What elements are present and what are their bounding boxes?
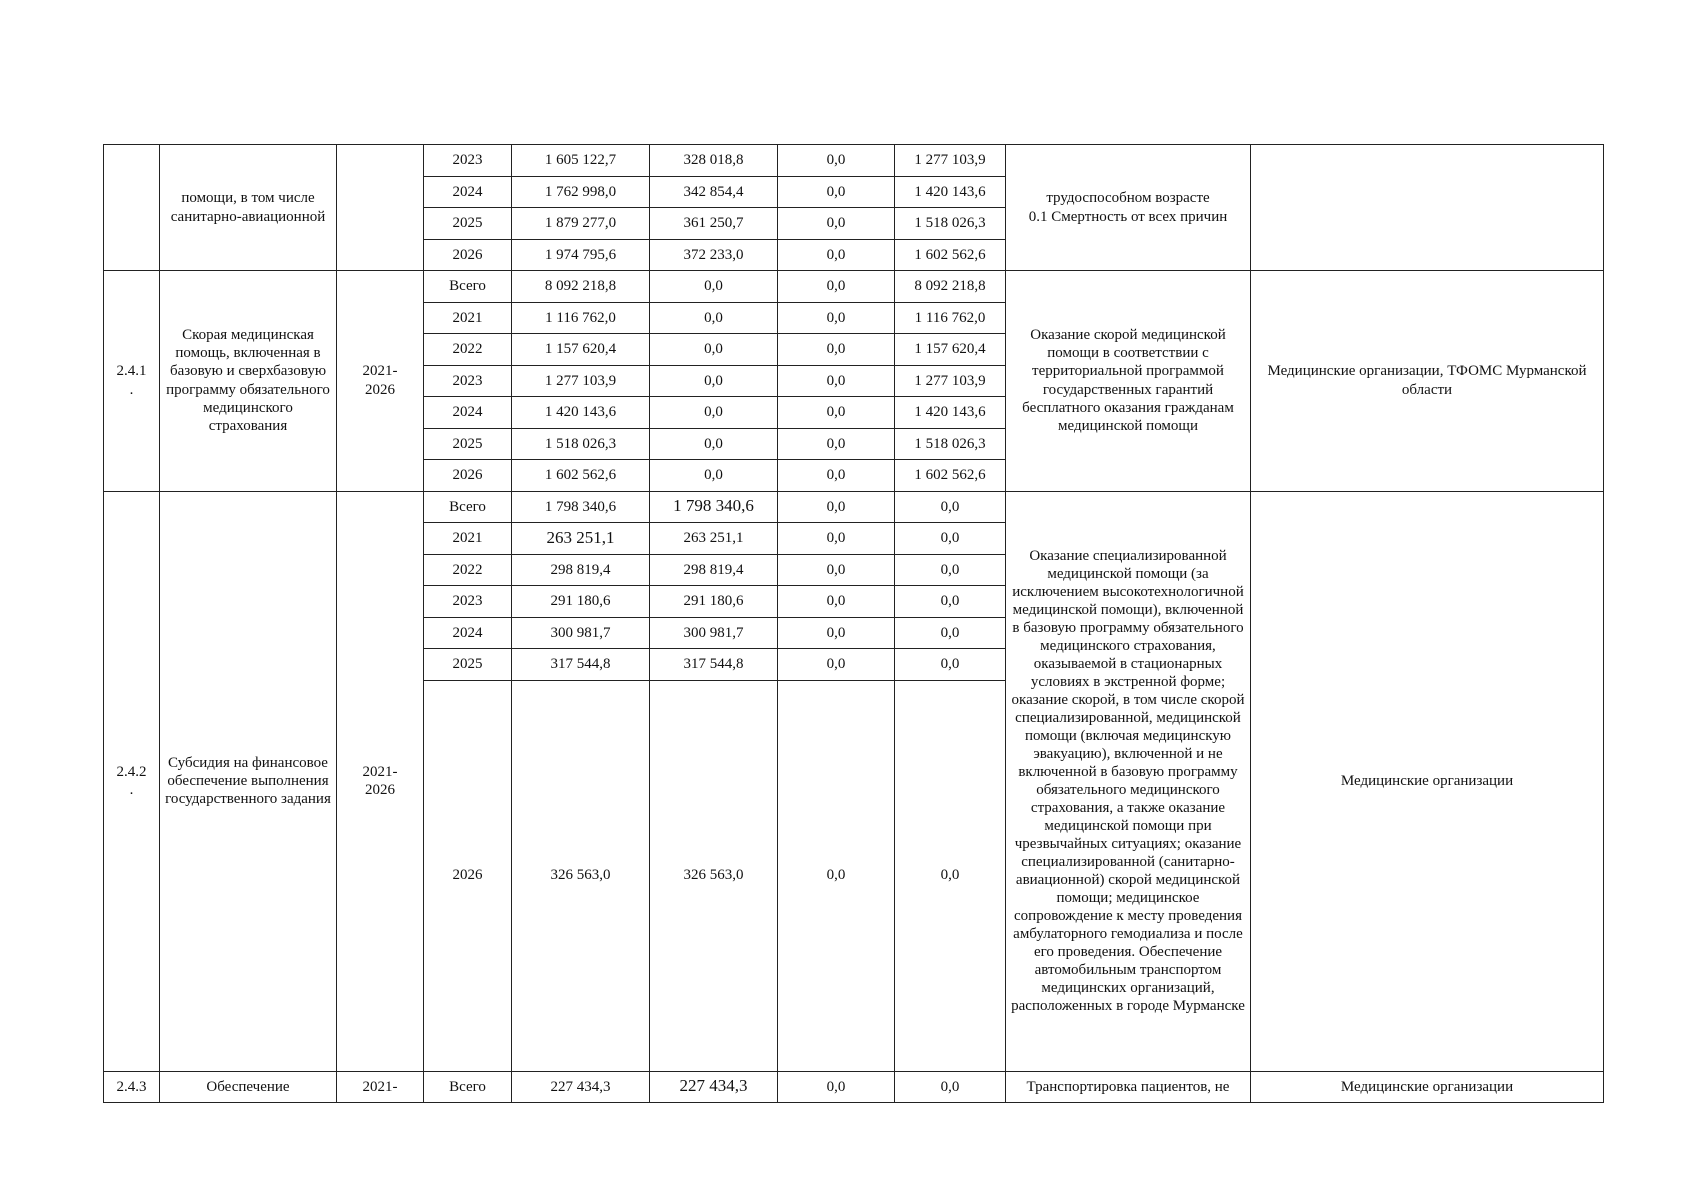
total-cell: 263 251,1 xyxy=(512,523,650,555)
total-cell: 1 518 026,3 xyxy=(512,428,650,460)
federal-budget-cell: 0,0 xyxy=(778,428,895,460)
federal-budget-cell: 0,0 xyxy=(778,680,895,1071)
federal-budget-cell: 0,0 xyxy=(778,491,895,523)
year-cell: 2024 xyxy=(424,176,512,208)
tfoms-cell: 0,0 xyxy=(895,523,1006,555)
total-cell: 1 277 103,9 xyxy=(512,365,650,397)
federal-budget-cell: 0,0 xyxy=(778,586,895,618)
year-cell: 2025 xyxy=(424,208,512,240)
tfoms-cell: 1 116 762,0 xyxy=(895,302,1006,334)
activity-number: 2.4.1 . xyxy=(104,271,160,492)
regional-budget-cell: 317 544,8 xyxy=(650,649,778,681)
federal-budget-cell: 0,0 xyxy=(778,617,895,649)
federal-budget-cell: 0,0 xyxy=(778,554,895,586)
regional-budget-cell: 263 251,1 xyxy=(650,523,778,555)
federal-budget-cell: 0,0 xyxy=(778,145,895,177)
year-cell: 2025 xyxy=(424,428,512,460)
total-cell: 8 092 218,8 xyxy=(512,271,650,303)
tfoms-cell: 0,0 xyxy=(895,586,1006,618)
activity-result: трудоспособном возрасте 0.1 Смертность от всех причин xyxy=(1006,145,1251,271)
federal-budget-cell: 0,0 xyxy=(778,302,895,334)
total-cell: 300 981,7 xyxy=(512,617,650,649)
regional-budget-cell: 0,0 xyxy=(650,428,778,460)
total-cell: 1 762 998,0 xyxy=(512,176,650,208)
year-cell: 2025 xyxy=(424,649,512,681)
tfoms-cell: 1 277 103,9 xyxy=(895,365,1006,397)
regional-budget-cell: 0,0 xyxy=(650,460,778,492)
regional-budget-cell: 291 180,6 xyxy=(650,586,778,618)
regional-budget-cell: 372 233,0 xyxy=(650,239,778,271)
total-cell: 1 879 277,0 xyxy=(512,208,650,240)
tfoms-cell: 1 420 143,6 xyxy=(895,176,1006,208)
activity-executor: Медицинские организации xyxy=(1251,491,1604,1071)
regional-budget-cell: 361 250,7 xyxy=(650,208,778,240)
activity-name: Скорая медицинская помощь, включенная в базовую и сверхбазовую программу обязательного медицинского страхования xyxy=(160,271,337,492)
activity-number xyxy=(104,145,160,271)
federal-budget-cell: 0,0 xyxy=(778,239,895,271)
federal-budget-cell: 0,0 xyxy=(778,523,895,555)
regional-budget-cell: 227 434,3 xyxy=(650,1071,778,1103)
year-cell: Всего xyxy=(424,271,512,303)
year-cell: 2021 xyxy=(424,302,512,334)
regional-budget-cell: 0,0 xyxy=(650,271,778,303)
activity-executor: Медицинские организации xyxy=(1251,1071,1604,1103)
total-cell: 1 798 340,6 xyxy=(512,491,650,523)
total-cell: 1 157 620,4 xyxy=(512,334,650,366)
activity-name: помощи, в том числе санитарно-авиационной xyxy=(160,145,337,271)
year-cell: 2022 xyxy=(424,554,512,586)
total-cell: 1 605 122,7 xyxy=(512,145,650,177)
regional-budget-cell: 298 819,4 xyxy=(650,554,778,586)
year-cell: Всего xyxy=(424,1071,512,1103)
total-cell: 1 974 795,6 xyxy=(512,239,650,271)
federal-budget-cell: 0,0 xyxy=(778,334,895,366)
tfoms-cell: 1 277 103,9 xyxy=(895,145,1006,177)
total-cell: 227 434,3 xyxy=(512,1071,650,1103)
federal-budget-cell: 0,0 xyxy=(778,176,895,208)
total-cell: 298 819,4 xyxy=(512,554,650,586)
total-cell: 291 180,6 xyxy=(512,586,650,618)
tfoms-cell: 0,0 xyxy=(895,554,1006,586)
year-cell: 2023 xyxy=(424,586,512,618)
year-cell: 2024 xyxy=(424,397,512,429)
tfoms-cell: 0,0 xyxy=(895,491,1006,523)
tfoms-cell: 0,0 xyxy=(895,1071,1006,1103)
regional-budget-cell: 0,0 xyxy=(650,334,778,366)
year-cell: 2026 xyxy=(424,460,512,492)
total-cell: 326 563,0 xyxy=(512,680,650,1071)
year-cell: 2024 xyxy=(424,617,512,649)
table-row xyxy=(104,145,1604,177)
federal-budget-cell: 0,0 xyxy=(778,397,895,429)
tfoms-cell: 8 092 218,8 xyxy=(895,271,1006,303)
year-cell: 2023 xyxy=(424,145,512,177)
activity-period: 2021- 2026 xyxy=(337,271,424,492)
activity-result: Оказание скорой медицинской помощи в соответствии с территориальной программой государственных гарантий бесплатного оказания гражданам медицинской помощи xyxy=(1006,271,1251,492)
table-row xyxy=(104,1071,1604,1103)
activity-executor: Медицинские организации, ТФОМС Мурманской области xyxy=(1251,271,1604,492)
activity-period: 2021- xyxy=(337,1071,424,1103)
regional-budget-cell: 1 798 340,6 xyxy=(650,491,778,523)
total-cell: 317 544,8 xyxy=(512,649,650,681)
regional-budget-cell: 328 018,8 xyxy=(650,145,778,177)
regional-budget-cell: 0,0 xyxy=(650,302,778,334)
activity-period: 2021- 2026 xyxy=(337,491,424,1071)
year-cell: 2023 xyxy=(424,365,512,397)
activity-number: 2.4.3 xyxy=(104,1071,160,1103)
tfoms-cell: 1 157 620,4 xyxy=(895,334,1006,366)
year-cell: 2026 xyxy=(424,239,512,271)
total-cell: 1 602 562,6 xyxy=(512,460,650,492)
federal-budget-cell: 0,0 xyxy=(778,208,895,240)
total-cell: 1 420 143,6 xyxy=(512,397,650,429)
federal-budget-cell: 0,0 xyxy=(778,1071,895,1103)
federal-budget-cell: 0,0 xyxy=(778,365,895,397)
tfoms-cell: 1 420 143,6 xyxy=(895,397,1006,429)
activity-period xyxy=(337,145,424,271)
regional-budget-cell: 326 563,0 xyxy=(650,680,778,1071)
tfoms-cell: 1 602 562,6 xyxy=(895,460,1006,492)
federal-budget-cell: 0,0 xyxy=(778,649,895,681)
activity-name: Субсидия на финансовое обеспечение выполнения государственного задания xyxy=(160,491,337,1071)
table-row xyxy=(104,491,1604,523)
federal-budget-cell: 0,0 xyxy=(778,271,895,303)
tfoms-cell: 0,0 xyxy=(895,649,1006,681)
year-cell: 2022 xyxy=(424,334,512,366)
year-cell: Всего xyxy=(424,491,512,523)
tfoms-cell: 1 602 562,6 xyxy=(895,239,1006,271)
regional-budget-cell: 300 981,7 xyxy=(650,617,778,649)
table-row xyxy=(104,271,1604,303)
year-cell: 2026 xyxy=(424,680,512,1071)
regional-budget-cell: 0,0 xyxy=(650,397,778,429)
tfoms-cell: 0,0 xyxy=(895,680,1006,1071)
federal-budget-cell: 0,0 xyxy=(778,460,895,492)
activity-number: 2.4.2 . xyxy=(104,491,160,1071)
program-activities-table xyxy=(103,144,1604,1103)
tfoms-cell: 0,0 xyxy=(895,617,1006,649)
tfoms-cell: 1 518 026,3 xyxy=(895,208,1006,240)
regional-budget-cell: 342 854,4 xyxy=(650,176,778,208)
activity-result: Оказание специализированной медицинской помощи (за исключением высокотехнологичной медицинской помощи), включенной в базовую программу обязательного медицинского страхования, оказываемой в стационарных условиях в экстренной форме; оказание скорой, в том числе скорой специализированной, медицинской помощи (включая медицинскую эвакуацию), включенной и не включенной в базовую программу обязательного медицинского страхования, а также оказание медицинской помощи при чрезвычайных ситуациях; оказание специализированной (санитарно-авиационной) скорой медицинской помощи; медицинское сопровождение к месту проведения амбулаторного гемодиализа и после его проведения. Обеспечение автомобильным транспортом медицинских организаций, расположенных в городе Мурманске xyxy=(1006,491,1251,1071)
activity-name: Обеспечение xyxy=(160,1071,337,1103)
activity-result: Транспортировка пациентов, не xyxy=(1006,1071,1251,1103)
year-cell: 2021 xyxy=(424,523,512,555)
regional-budget-cell: 0,0 xyxy=(650,365,778,397)
total-cell: 1 116 762,0 xyxy=(512,302,650,334)
activity-executor xyxy=(1251,145,1604,271)
tfoms-cell: 1 518 026,3 xyxy=(895,428,1006,460)
